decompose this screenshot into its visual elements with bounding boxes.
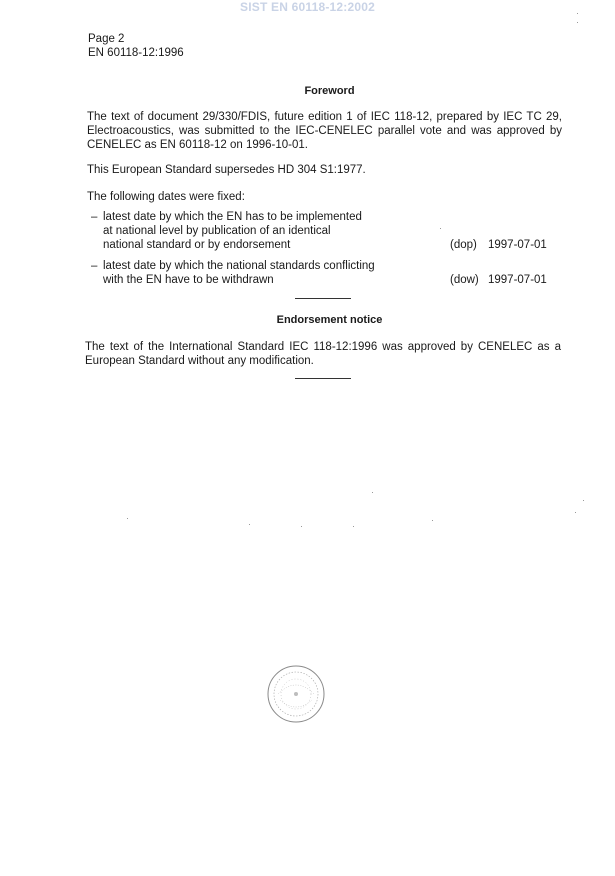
endorsement-title: Endorsement notice [276,314,383,326]
scan-speck [301,526,302,527]
list-item-dow [91,259,561,289]
scan-speck [127,518,128,519]
list-item-line: at national level by publication of an identical [103,225,331,237]
scan-speck [440,228,441,229]
scan-speck [249,524,250,525]
scan-speck [372,492,373,493]
scan-speck [432,520,433,521]
scan-speck [577,13,578,14]
page-number: Page 2 [88,33,125,45]
list-dash: – [91,260,98,272]
date-code: (dop) [450,239,477,251]
foreword-paragraph-2: This European Standard supersedes HD 304 S1:1977. [87,164,366,176]
foreword-paragraph-3: The following dates were fixed: [87,191,245,203]
page-header [88,32,184,60]
divider-rule [295,378,351,379]
seal-stamp-icon [266,664,326,724]
watermark: SIST EN 60118-12:2002 [240,0,375,14]
date-code: (dow) [450,274,479,286]
standard-id: EN 60118-12:1996 [88,47,184,59]
list-dash: – [91,211,98,223]
date-value: 1997-07-01 [488,274,547,286]
foreword-paragraph-1: The text of document 29/330/FDIS, future edition 1 of IEC 118-12, prepared by IEC TC 29, Electroacoustics, was submitted to the IEC-CENELEC parallel vote and was approved by CENELEC as EN 60118-12 on 1996-10-01. [87,111,562,151]
scan-speck [575,512,576,513]
list-item-line: national standard or by endorsement [103,239,291,251]
scan-speck [353,526,354,527]
list-item-line: with the EN have to be withdrawn [103,274,274,286]
endorsement-paragraph: The text of the International Standard IEC 118-12:1996 was approved by CENELEC as a European Standard without any modification. [85,341,561,367]
scan-speck [577,22,578,23]
list-item-dop [91,210,561,254]
divider-rule [295,298,351,299]
scan-speck [583,500,584,501]
foreword-title: Foreword [304,85,355,97]
list-item-line: latest date by which the national standards conflicting [103,260,375,272]
list-item-line: latest date by which the EN has to be implemented [103,211,362,223]
date-value: 1997-07-01 [488,239,547,251]
